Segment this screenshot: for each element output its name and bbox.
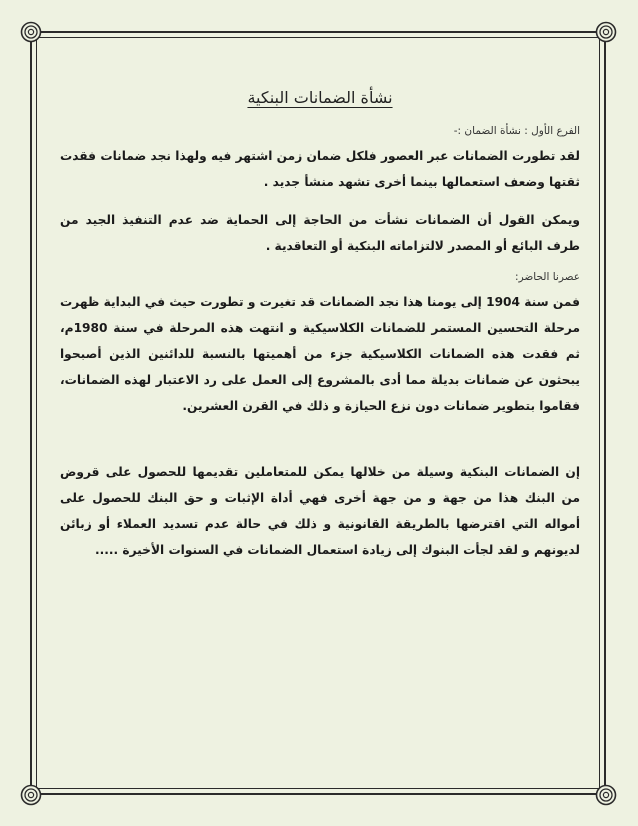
section-heading-origin: الفرع الأول : نشأة الضمان :-	[453, 125, 580, 137]
corner-ornament-icon	[20, 784, 42, 806]
corner-ornament-icon	[595, 784, 617, 806]
document-body	[60, 88, 580, 563]
paragraph: ويمكن القول أن الضمانات نشأت من الحاجة إلى الحماية ضد عدم التنفيذ الجيد من طرف البائع أو المصدر لالتزاماته البنكية أو التعاقدية .	[60, 213, 580, 253]
paragraph: إن الضمانات البنكية وسيلة من خلالها يمكن للمتعاملين تقديمها للحصول على قروض من البنك هذا من جهة و من جهة أخرى فهي أداة الإثبات و حق البنك للحصول على أمواله التي اقترضها بالطريقة القانونية و ذلك في حالة عدم تسديد العملاء أو زبائن لديونهم و لقد لجأت البنوك إلى زيادة استعمال الضمانات في السنوات الأخيرة .....	[60, 465, 580, 557]
paragraph: فمن سنة 1904 إلى يومنا هذا نجد الضمانات قد تغيرت و تطورت حيث في البداية ظهرت مرحلة التحسين المستمر للضمانات الكلاسيكية و انتهت هذه المرحلة في سنة 1980م، ثم فقدت هذه الضمانات الكلاسيكية جزء من أهميتها بالنسبة للدائنين الذين أصبحوا يبحثون عن ضمانات بديلة مما أدى بالمشروع إلى العمل على رد الاعتبار لهذه الضمانات، فقاموا بتطوير ضمانات دون نزع الحيازة و ذلك في القرن العشرين.	[60, 295, 580, 413]
corner-ornament-icon	[595, 21, 617, 43]
page-title: نشأة الضمانات البنكية	[247, 88, 393, 107]
paragraph: لقد تطورت الضمانات عبر العصور فلكل ضمان زمن اشتهر فيه ولهذا نجد ضمانات فقدت ثقتها وضعف استعمالها بينما أخرى تشهد منشأ جديد .	[60, 149, 580, 189]
corner-ornament-icon	[20, 21, 42, 43]
section-heading-present-era: عصرنا الحاضر:	[515, 271, 580, 283]
